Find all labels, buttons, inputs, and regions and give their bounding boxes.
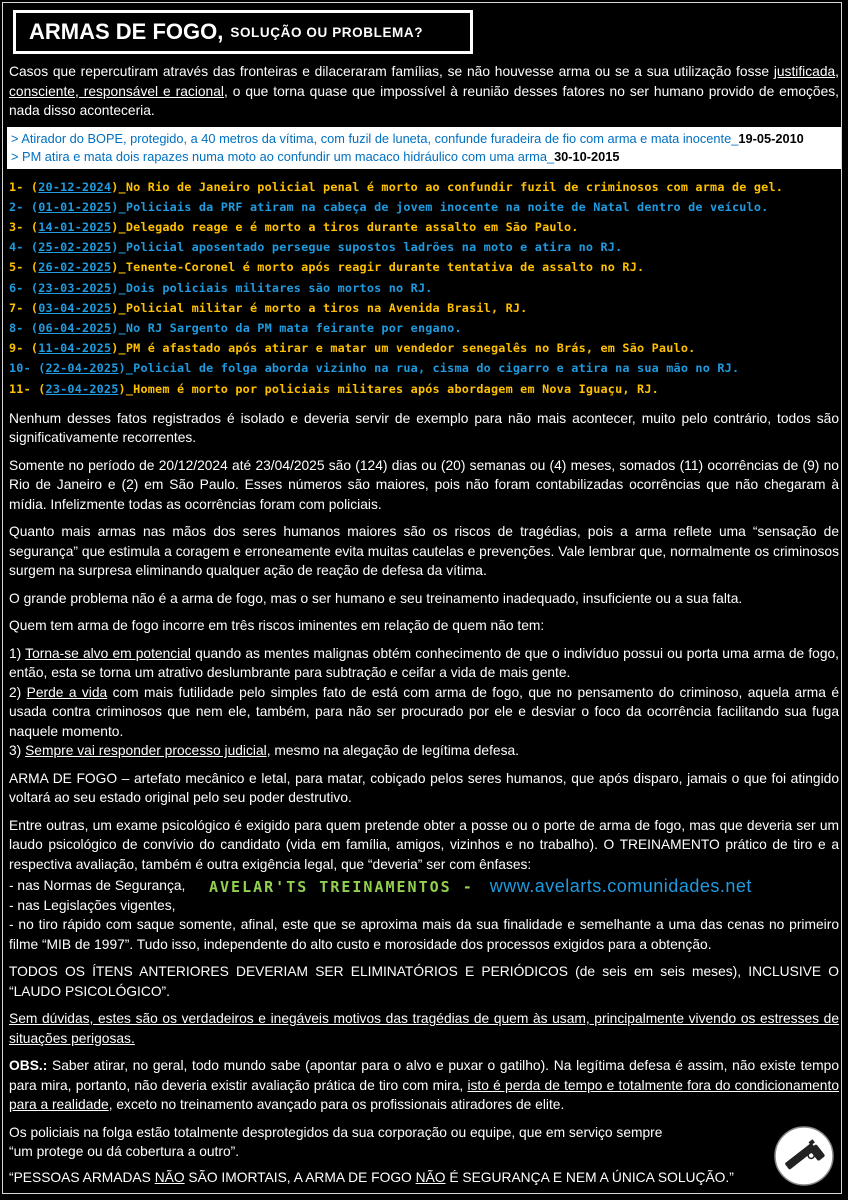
closing-quote: “PESSOAS ARMADAS NÃO SÃO IMORTAIS, A ARMA DE FOGO NÃO É SEGURANÇA E NEM A ÚNICA SOLUÇÃO.” <box>9 1169 734 1185</box>
event-number: 8- ( <box>9 320 39 335</box>
event-date[interactable]: 23-04-2025 <box>45 381 119 396</box>
paragraph-period: Somente no período de 20/12/2024 até 23/04/2025 são (124) dias ou (20) semanas ou (4) meses, somados (11) ocorrências de (9) no Rio de Janeiro e (2) em São Paulo. Esses números são maiores, pois não foram contabilizadas ocorrências que não chegaram à mídia. Infelizmente todas as ocorrências foram com policiais. <box>9 457 839 512</box>
risk-item: 3) Sempre vai responder processo judicial, mesmo na alegação de legítima defesa. <box>9 743 520 759</box>
event-number: 6- ( <box>9 280 39 295</box>
paragraph-motives: Sem dúvidas, estes são os verdadeiros e inegáveis motivos das tragédias de quem às usam, principalmente vivendo os estresses de situações perigosas. <box>9 1011 839 1046</box>
event-number: 4- ( <box>9 240 39 255</box>
event-text: )_Policial aposentado persegue supostos ladrões na moto e atira no RJ. <box>111 240 623 255</box>
event-text: )_Homem é morto por policiais militares após abordagem em Nova Iguaçu, RJ. <box>118 381 659 396</box>
event-date[interactable]: 23-03-2025 <box>38 280 112 295</box>
event-text: )_Delegado reage e é morto a tiros durante assalto em São Paulo. <box>111 219 579 234</box>
paragraph-off-duty: Os policiais na folga estão totalmente desprotegidos da sua corporação ou equipe, que em serviço sempre “um protege ou dá cobertura a outro”. <box>9 1124 663 1160</box>
paragraph-risks: Quanto mais armas nas mãos dos seres humanos maiores são os riscos de tragédias, pois a arma reflete uma “sensação de segurança” que estimula a coragem e erroneamente evita muitas cautelas e prevenções. Vale lembrar que, normalmente os criminosos surgem na surpresa eliminando qualquer ação de reação de defesa da vítima. <box>9 524 839 579</box>
paragraph-problem: O grande problema não é a arma de fogo, mas o ser humano e seu treinamento inadequado, insuficiente ou a sua falta. <box>9 590 743 606</box>
event-text: )_No Rio de Janeiro policial penal é morto ao confundir fuzil de criminosos com arma de gel. <box>111 179 784 194</box>
paragraph-requirements: Entre outras, um exame psicológico é exigido para quem pretende obter a posse ou o porte de arma de fogo, mas que deveria ser um laudo psicológico de convívio do candidato (vida em família, amigos, vizinhos e no trabalho). O TREINAMENTO prático de tiro e a respectiva avaliação, também é outra exigência legal, que “deveria” ser com ênfases: <box>9 817 839 872</box>
bullet-item: - nas Legislações vigentes, <box>9 897 176 913</box>
events-list <box>9 177 839 399</box>
event-number: 1- ( <box>9 179 39 194</box>
bullet-item: - nas Normas de Segurança, <box>9 878 186 894</box>
event-text: )_Policiais da PRF atiram na cabeça de jovem inocente na noite de Natal dentro de veículo. <box>111 199 769 214</box>
event-item <box>9 379 839 399</box>
event-item <box>9 257 839 277</box>
event-number: 2- ( <box>9 199 39 214</box>
event-item <box>9 197 839 217</box>
event-number: 11- ( <box>9 381 46 396</box>
pistol-badge-icon <box>772 1124 836 1188</box>
paragraph-three-risks: Quem tem arma de fogo incorre em três riscos iminentes em relação de quem não tem: <box>9 618 545 634</box>
event-date[interactable]: 22-04-2025 <box>45 361 119 376</box>
highlight-case: > PM atira e mata dois rapazes numa moto ao confundir um macaco hidráulico com uma arma_30-10-2015 <box>11 148 620 164</box>
article-body <box>9 62 839 1195</box>
event-text: )_Tenente-Coronel é morto após reagir durante tentativa de assalto no RJ. <box>111 260 645 275</box>
risk-list <box>9 644 839 761</box>
event-item <box>9 278 839 298</box>
event-date[interactable]: 03-04-2025 <box>38 300 112 315</box>
event-date[interactable]: 01-01-2025 <box>38 199 112 214</box>
watermark <box>209 877 752 898</box>
event-item <box>9 177 839 197</box>
event-item <box>9 358 839 378</box>
event-date[interactable]: 14-01-2025 <box>38 219 112 234</box>
event-date[interactable]: 20-12-2024 <box>38 179 112 194</box>
event-date[interactable]: 26-02-2025 <box>38 260 112 275</box>
event-item <box>9 318 839 338</box>
event-text: )_PM é afastado após atirar e matar um vendedor senegalês no Brás, em São Paulo. <box>111 341 696 356</box>
highlight-case: > Atirador do BOPE, protegido, a 40 metros da vítima, com fuzil de luneta, confunde furadeira de fio com arma e mata inocente_19-05-2010 <box>11 130 804 146</box>
paragraph-isolated: Nenhum desses fatos registrados é isolado e deveria servir de exemplo para não mais acontecer, muito pelo contrário, todos são significativamente recorrentes. <box>9 410 839 446</box>
title-box <box>13 10 473 54</box>
bullet-item: - no tiro rápido com saque somente, afinal, este que se aproxima mais da sua finalidade e semelhante a uma das cenas no primeiro filme “MIB de 1997”. Tudo isso, independente do alto custo e morosidade dos processos exigidos para a obtenção. <box>9 917 839 952</box>
event-number: 3- ( <box>9 219 39 234</box>
paragraph-eliminatory: TODOS OS ÍTENS ANTERIORES DEVERIAM SER ELIMINATÓRIOS E PERIÓDICOS (de seis em seis meses), INCLUSIVE O “LAUDO PSICOLÓGICO”. <box>9 964 839 999</box>
training-bullets <box>9 876 839 954</box>
event-date[interactable]: 11-04-2025 <box>38 341 112 356</box>
paragraph-obs: OBS.: Saber atirar, no geral, todo mundo sabe (apontar para o alvo e puxar o gatilho). Na legítima defesa é assim, não existe tempo para mira, portanto, não deveria existir avaliação prática de tiro com mira, isto é perda de tempo e totalmente fora do condicionamento para a realidade, exceto no treinamento avançado para os profissionais atiradores de elite. <box>9 1058 839 1113</box>
watermark-brand: AVELAR'TS TREINAMENTOS - <box>209 878 474 897</box>
risk-item: 1) Torna-se alvo em potencial quando as mentes malignas obtém conhecimento de que o indivíduo possui ou porta uma arma de fogo, então, esta se torna um atrativo deslumbrante para subtração e ceifar a vida de mais gente. <box>9 645 840 681</box>
event-number: 9- ( <box>9 341 39 356</box>
intro-paragraph: Casos que repercutiram através das fronteiras e dilaceraram famílias, se não houvesse arma ou se a sua utilização fosse justificada, consciente, responsável e racional, o que torna quase que impossível à reunião desses fatores no ser humano provido de emoções, nada disso aconteceria. <box>9 64 839 118</box>
watermark-url[interactable]: www.avelarts.comunidades.net <box>489 876 752 897</box>
risk-item: 2) Perde a vida com mais futilidade pelo simples fato de está com arma de fogo, que no pensamento do criminoso, aquela arma é usada contra criminosos que nem ele, também, para não ser procurado por ele e desviar o foco da ocorrência facilitando sua fuga naquele momento. <box>9 684 840 739</box>
event-item <box>9 217 839 237</box>
event-text: )_Policial de folga aborda vizinho na rua, cisma do cigarro e atira na sua mão no RJ. <box>118 361 740 376</box>
event-text: )_No RJ Sargento da PM mata feirante por engano. <box>111 320 462 335</box>
event-item <box>9 338 839 358</box>
event-date[interactable]: 25-02-2025 <box>38 240 112 255</box>
event-item <box>9 237 839 257</box>
event-text: )_Dois policiais militares são mortos no RJ. <box>111 280 433 295</box>
paragraph-definition: ARMA DE FOGO – artefato mecânico e letal, para matar, cobiçado pelos seres humanos, que após disparo, jamais o que foi atingido voltará ao seu estado original pelo seu poder destrutivo. <box>9 770 839 806</box>
event-number: 7- ( <box>9 300 39 315</box>
event-text: )_Policial militar é morto a tiros na Avenida Brasil, RJ. <box>111 300 528 315</box>
page-subtitle: SOLUÇÃO OU PROBLEMA? <box>230 24 424 40</box>
highlight-cases-box <box>7 127 841 169</box>
event-item <box>9 298 839 318</box>
event-date[interactable]: 06-04-2025 <box>38 320 112 335</box>
event-number: 10- ( <box>9 361 46 376</box>
event-number: 5- ( <box>9 260 39 275</box>
page-title: ARMAS DE FOGO, <box>29 19 224 44</box>
